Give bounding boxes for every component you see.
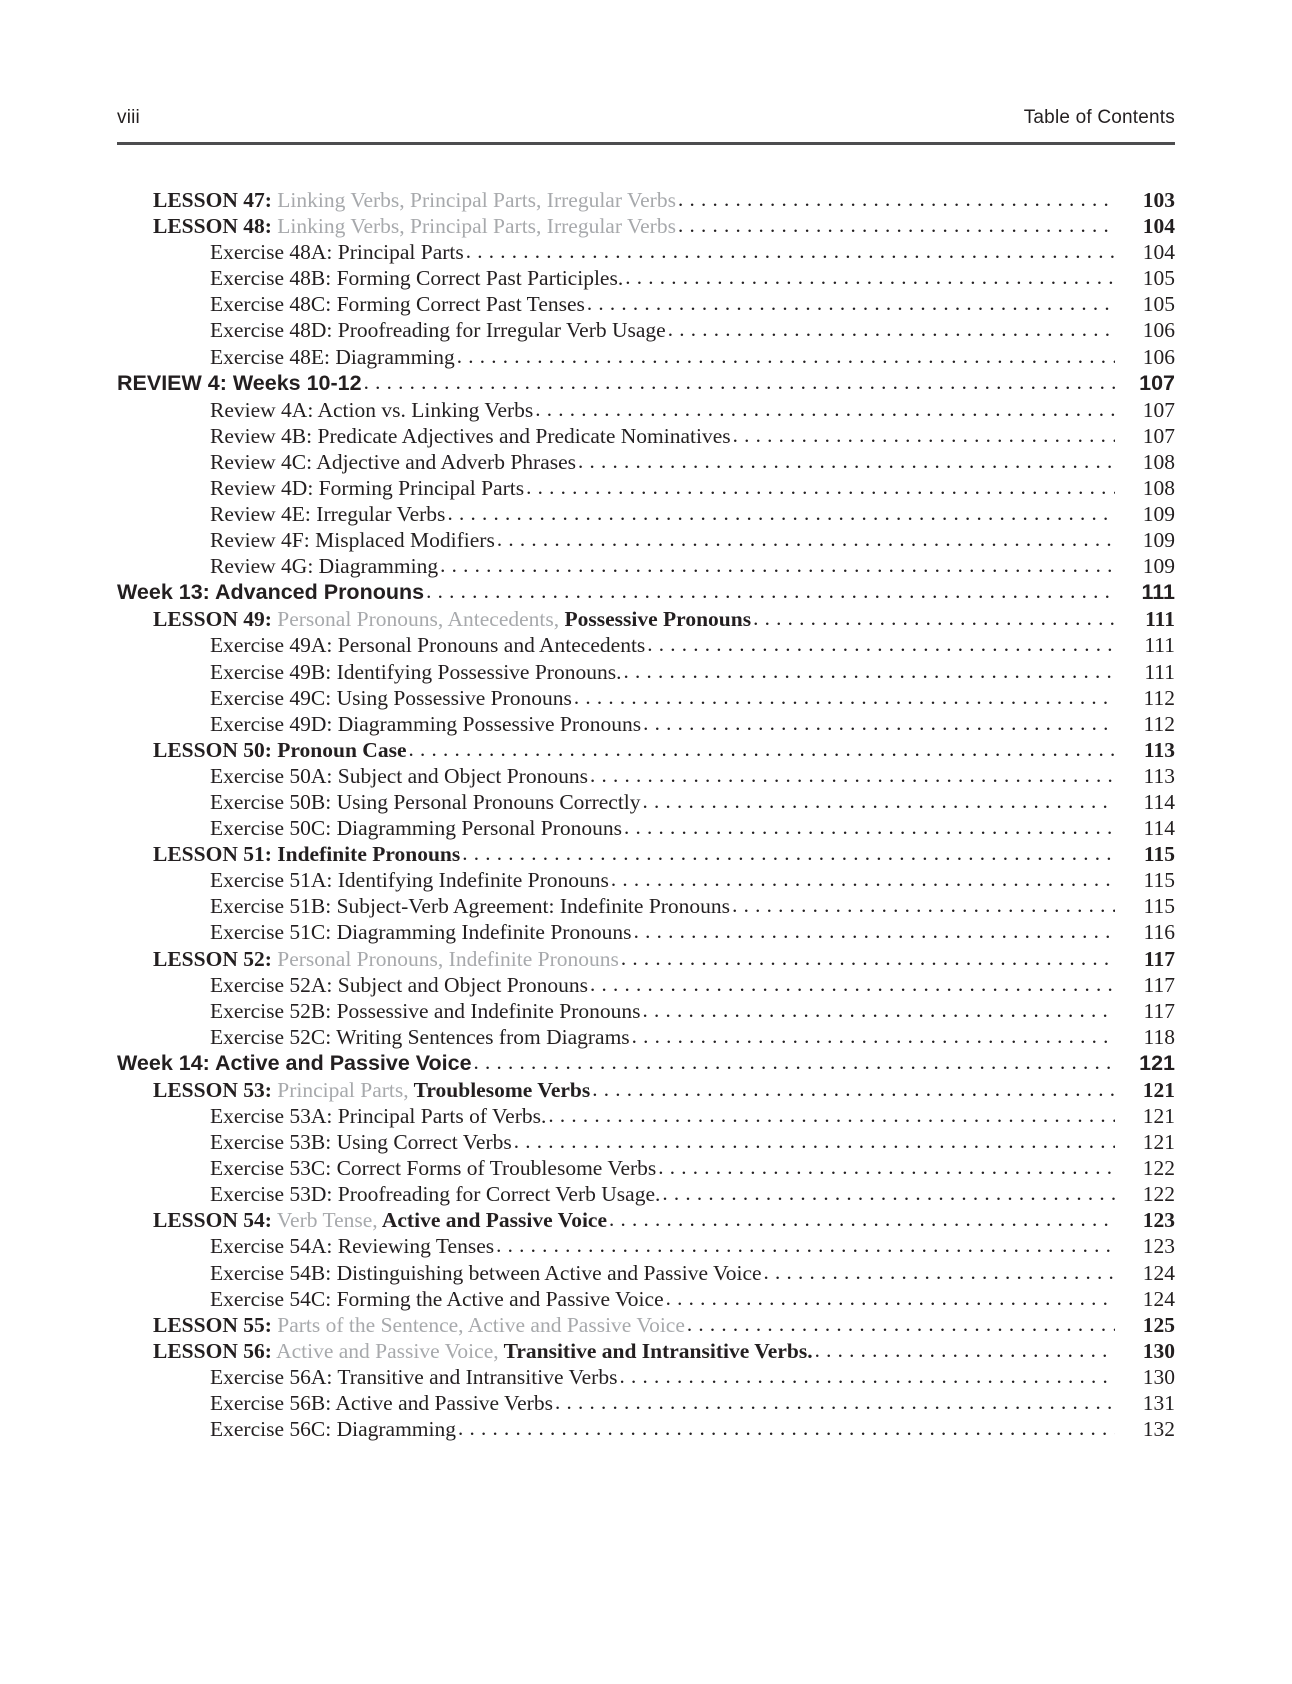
toc-page-number: 121 <box>1142 1130 1175 1155</box>
toc-entry-title <box>153 1338 813 1363</box>
toc-page-number: 131 <box>1142 1391 1175 1416</box>
toc-entry-title: Exercise 50A: Subject and Object Pronouns <box>210 763 588 788</box>
toc-page-number: 107 <box>1142 397 1175 422</box>
toc-entry-review[interactable] <box>117 370 1175 400</box>
toc-entry-title: Exercise 52A: Subject and Object Pronouns <box>210 972 588 997</box>
toc-entry-title <box>153 946 619 971</box>
toc-entry-title-segment: Indefinite Pronouns <box>271 842 461 867</box>
toc-page-number: 123 <box>1142 1234 1175 1259</box>
toc-leader-dots <box>666 1288 1115 1309</box>
toc-page-number: 116 <box>1143 920 1175 945</box>
toc-entry-title: Week 14: Active and Passive Voice <box>117 1050 472 1075</box>
toc-entry-title: REVIEW 4: Weeks 10-12 <box>117 370 362 395</box>
toc-entry-exercise[interactable] <box>117 242 1175 268</box>
toc-entry-title-segment: Principal Parts, <box>271 1077 409 1102</box>
toc-entry-title-segment: Active and Passive Voice <box>377 1208 608 1233</box>
toc-leader-dots <box>592 1079 1115 1100</box>
toc-entry-title: Exercise 49C: Using Possessive Pronouns <box>210 685 572 710</box>
toc-entry-exercise[interactable] <box>117 1260 1175 1289</box>
toc-page-number: 115 <box>1143 894 1175 919</box>
toc-entry-label: LESSON 51: <box>153 842 272 867</box>
toc-entry-exercise[interactable] <box>117 635 1175 661</box>
toc-entry-lesson[interactable] <box>117 1077 1175 1106</box>
toc-entry-exercise[interactable] <box>117 1132 1175 1158</box>
toc-entry-exercise[interactable] <box>117 789 1175 818</box>
toc-entry-exercise[interactable] <box>117 423 1175 452</box>
toc-entry-title: Exercise 49A: Personal Pronouns and Antecedents <box>210 633 646 658</box>
toc-leader-dots <box>574 687 1115 708</box>
toc-entry-exercise[interactable] <box>117 870 1175 896</box>
toc-entry-title: Exercise 54A: Reviewing Tenses <box>210 1234 495 1259</box>
toc-entry-title: Review 4A: Action vs. Linking Verbs <box>210 397 534 422</box>
running-head <box>117 108 1175 134</box>
toc-entry-title <box>153 737 407 762</box>
toc-leader-dots <box>590 974 1115 995</box>
toc-entry-lesson[interactable] <box>117 1312 1175 1341</box>
toc-entry-lesson[interactable] <box>117 1210 1175 1236</box>
toc-entry-title: Exercise 51C: Diagramming Indefinite Pronouns <box>210 920 632 945</box>
toc-leader-dots <box>609 1209 1115 1230</box>
toc-entry-title: Exercise 54B: Distinguishing between Active and Passive Voice <box>210 1260 762 1285</box>
toc-page-number: 115 <box>1143 868 1175 893</box>
toc-leader-dots <box>514 1131 1115 1152</box>
toc-entry-label: LESSON 52: <box>153 946 272 971</box>
toc-page-number: 103 <box>1142 188 1175 212</box>
toc-entry-title: Exercise 53A: Principal Parts of Verbs. <box>210 1104 547 1128</box>
toc-entry-exercise[interactable] <box>117 1158 1175 1184</box>
toc-leader-dots <box>634 921 1115 942</box>
toc-page-number: 121 <box>1142 1077 1175 1102</box>
toc-leader-dots <box>632 1026 1115 1047</box>
toc-entry-title-segment: Verb Tense, <box>271 1208 378 1233</box>
toc-entry-lesson[interactable] <box>117 844 1175 870</box>
toc-entry-exercise[interactable] <box>117 268 1175 294</box>
toc-leader-dots <box>753 608 1115 629</box>
toc-leader-dots <box>678 215 1115 236</box>
toc-entry-title: Exercise 52C: Writing Sentences from Diagrams <box>210 1024 630 1049</box>
toc-page-number: 111 <box>1141 580 1175 605</box>
toc-entry-lesson[interactable] <box>117 737 1175 766</box>
toc-entry-exercise[interactable] <box>117 1393 1175 1419</box>
toc-page-number: 112 <box>1143 685 1175 710</box>
toc-page-number: 132 <box>1142 1417 1175 1442</box>
toc-entry-title: Exercise 56C: Diagramming <box>210 1417 456 1442</box>
toc-leader-dots <box>457 346 1115 367</box>
toc-page-number: 118 <box>1143 1024 1175 1049</box>
toc-entry-title: Review 4E: Irregular Verbs <box>210 502 446 527</box>
toc-entry-title: Exercise 50B: Using Personal Pronouns Correctly <box>210 789 641 814</box>
toc-entry-label: LESSON 53: <box>153 1077 272 1102</box>
toc-entry-title: Exercise 51B: Subject-Verb Agreement: Indefinite Pronouns <box>210 894 731 919</box>
toc-entry-label: LESSON 55: <box>153 1312 272 1337</box>
toc-entry-title: Exercise 53B: Using Correct Verbs <box>210 1130 512 1155</box>
toc-entry-label: LESSON 54: <box>153 1208 272 1233</box>
toc-leader-dots <box>732 895 1115 916</box>
toc-entry-exercise[interactable] <box>117 1364 1175 1393</box>
toc-leader-dots <box>474 1052 1115 1073</box>
toc-leader-dots <box>678 189 1115 210</box>
toc-entry-title <box>153 609 751 631</box>
toc-leader-dots <box>625 267 1115 288</box>
toc-entry-title: Week 13: Advanced Pronouns <box>117 580 425 605</box>
toc-entry-title-segment: Parts of the Sentence, Active and Passive Voice <box>271 1312 685 1337</box>
toc-entry-exercise[interactable] <box>117 1024 1175 1053</box>
toc-entry-title: Exercise 49D: Diagramming Possessive Pronouns <box>210 711 642 736</box>
toc-entry-title: Exercise 56B: Active and Passive Verbs <box>210 1391 553 1416</box>
toc-entry-lesson[interactable] <box>117 216 1175 242</box>
toc-leader-dots <box>548 1105 1115 1126</box>
toc-leader-dots <box>815 1340 1115 1361</box>
toc-page-number: 123 <box>1142 1208 1175 1233</box>
toc-entry-lesson[interactable] <box>117 190 1175 216</box>
toc-page-number: 130 <box>1142 1364 1175 1389</box>
toc-entry-title <box>153 1077 591 1102</box>
toc-entry-title-segment: Personal Pronouns, Antecedents, <box>271 607 560 632</box>
toc-entry-title: Exercise 56A: Transitive and Intransitive Verbs <box>210 1364 618 1389</box>
toc-entry-exercise[interactable] <box>117 763 1175 792</box>
toc-entry-lesson[interactable] <box>117 1338 1175 1367</box>
toc-entry-title <box>153 216 676 238</box>
toc-entry-exercise[interactable] <box>117 504 1175 530</box>
toc-entry-title: Exercise 48B: Forming Correct Past Participles. <box>210 266 624 291</box>
toc-page-number: 108 <box>1142 449 1175 474</box>
toc-page-number: 125 <box>1142 1312 1175 1337</box>
toc-leader-dots <box>458 1418 1115 1439</box>
toc-entry-exercise[interactable] <box>117 711 1175 740</box>
toc-page-number: 124 <box>1142 1286 1175 1311</box>
toc-entry-exercise[interactable] <box>117 896 1175 922</box>
toc-page-number: 124 <box>1142 1260 1175 1285</box>
toc-entry-title: Exercise 52B: Possessive and Indefinite Pronouns <box>210 998 641 1023</box>
toc-leader-dots <box>764 1262 1115 1283</box>
toc-entry-title-segment: Pronoun Case <box>271 737 407 762</box>
toc-entry-title: Exercise 53C: Correct Forms of Troublesome Verbs <box>210 1156 657 1181</box>
toc-page-number: 117 <box>1143 998 1175 1023</box>
toc-page-number: 121 <box>1142 1104 1175 1128</box>
toc-entry-title: Exercise 48C: Forming Correct Past Tenses <box>210 292 585 317</box>
toc-page-number: 109 <box>1142 528 1175 553</box>
toc-leader-dots <box>364 372 1115 393</box>
toc-page-number: 111 <box>1144 659 1175 684</box>
toc-page-number: 107 <box>1139 370 1175 395</box>
toc-entry-title <box>153 844 460 866</box>
toc-entry-exercise[interactable] <box>117 556 1175 582</box>
toc-entry-title-segment: Active and Passive Voice, <box>271 1338 499 1363</box>
toc-leader-dots <box>409 739 1116 760</box>
toc-page-number: 104 <box>1142 214 1175 239</box>
toc-entry-title: Review 4F: Misplaced Modifiers <box>210 528 495 553</box>
toc-leader-dots <box>497 529 1115 550</box>
toc-entry-exercise[interactable] <box>117 685 1175 714</box>
toc-page-number: 130 <box>1142 1338 1175 1363</box>
running-head-title: Table of Contents <box>1023 107 1175 128</box>
toc-leader-dots <box>687 1314 1115 1335</box>
toc-entry-exercise[interactable] <box>117 1236 1175 1262</box>
toc-page-number: 114 <box>1143 816 1175 841</box>
toc-entry-title <box>153 1312 685 1337</box>
toc-entry-title-segment: Linking Verbs, Principal Parts, Irregular Verbs <box>271 214 676 239</box>
toc-entry-title-segment: Possessive Pronouns <box>559 607 752 632</box>
toc-leader-dots <box>643 1000 1115 1021</box>
toc-leader-dots <box>658 1157 1115 1178</box>
toc-entry-title-segment: Linking Verbs, Principal Parts, Irregular Verbs <box>271 188 676 212</box>
toc-entry-exercise[interactable] <box>117 320 1175 346</box>
toc-entry-title-segment: Personal Pronouns, Indefinite Pronouns <box>271 946 619 971</box>
toc-page-number: 115 <box>1143 842 1175 867</box>
toc-leader-dots <box>578 451 1115 472</box>
toc-entry-exercise[interactable] <box>117 344 1175 373</box>
toc-leader-dots <box>590 765 1115 786</box>
toc-entry-exercise[interactable] <box>117 1286 1175 1315</box>
toc-entry-exercise[interactable] <box>117 1106 1175 1132</box>
toc-leader-dots <box>466 241 1115 262</box>
toc-entry-label: LESSON 48: <box>153 214 272 239</box>
toc-page-number: 104 <box>1142 240 1175 265</box>
toc-entry-week[interactable] <box>117 1050 1175 1080</box>
toc-page-number: 111 <box>1145 607 1175 632</box>
header-rule <box>117 142 1175 145</box>
toc-page-number: 105 <box>1142 292 1175 317</box>
toc-page-number: 108 <box>1142 475 1175 500</box>
toc-entry-title: Exercise 48D: Proofreading for Irregular Verb Usage <box>210 318 666 343</box>
page-folio: viii <box>117 107 140 128</box>
toc-entry-exercise[interactable] <box>117 818 1175 844</box>
toc-page-number: 109 <box>1142 554 1175 579</box>
toc-leader-dots <box>662 1183 1115 1204</box>
toc-entry-title: Exercise 53D: Proofreading for Correct Verb Usage. <box>210 1182 661 1207</box>
toc-leader-dots <box>619 1366 1115 1387</box>
toc-entry-exercise[interactable] <box>117 449 1175 478</box>
toc-entry-title: Exercise 49B: Identifying Possessive Pronouns. <box>210 659 622 684</box>
toc-page-number: 122 <box>1142 1182 1175 1207</box>
toc-page-number: 114 <box>1143 789 1175 814</box>
toc-entry-exercise[interactable] <box>117 1419 1175 1445</box>
toc-leader-dots <box>647 634 1115 655</box>
toc-leader-dots <box>733 425 1115 446</box>
toc-page-number: 109 <box>1142 502 1175 527</box>
toc-entry-label: LESSON 49: <box>153 607 272 632</box>
toc-entry-label: LESSON 47: <box>153 188 272 212</box>
toc-leader-dots <box>668 319 1115 340</box>
toc-page-number: 105 <box>1142 266 1175 291</box>
toc-page-number: 113 <box>1143 763 1175 788</box>
toc-entry-title: Exercise 48E: Diagramming <box>210 344 455 369</box>
toc-page-number: 107 <box>1142 423 1175 448</box>
toc-page-number: 106 <box>1142 318 1175 343</box>
toc-entry-lesson[interactable] <box>117 609 1175 635</box>
toc-page-number: 121 <box>1139 1050 1175 1075</box>
toc-entry-title-segment: Transitive and Intransitive Verbs. <box>498 1338 813 1363</box>
toc-entry-exercise[interactable] <box>117 922 1175 948</box>
toc-leader-dots <box>555 1392 1115 1413</box>
toc-entry-title: Review 4D: Forming Principal Parts <box>210 475 525 500</box>
toc-entry-exercise[interactable] <box>117 659 1175 688</box>
toc-entry-exercise[interactable] <box>117 475 1175 504</box>
toc-entry-exercise[interactable] <box>117 397 1175 426</box>
toc-leader-dots <box>440 555 1115 576</box>
toc-entry-title: Exercise 51A: Identifying Indefinite Pronouns <box>210 868 609 893</box>
toc-page-number: 122 <box>1142 1156 1175 1181</box>
toc-entry-exercise[interactable] <box>117 530 1175 556</box>
toc-entry-title: Review 4B: Predicate Adjectives and Predicate Nominatives <box>210 423 731 448</box>
toc-entry-title <box>153 190 676 212</box>
toc-page-number: 113 <box>1143 737 1175 762</box>
toc-leader-dots <box>643 713 1115 734</box>
toc-leader-dots <box>426 581 1115 602</box>
toc-leader-dots <box>462 843 1115 864</box>
toc-leader-dots <box>587 293 1115 314</box>
toc-entry-exercise[interactable] <box>117 294 1175 320</box>
toc-leader-dots <box>624 817 1115 838</box>
toc-entry-title: Review 4G: Diagramming <box>210 554 439 579</box>
toc-entry-title-segment: Troublesome Verbs <box>408 1077 591 1102</box>
toc-entry-exercise[interactable] <box>117 998 1175 1027</box>
toc-entry-week[interactable] <box>117 582 1175 609</box>
toc-leader-dots <box>447 503 1115 524</box>
toc-leader-dots <box>526 477 1115 498</box>
toc-entry-title: Exercise 48A: Principal Parts <box>210 240 464 265</box>
toc-page-number: 117 <box>1143 972 1175 997</box>
toc-entry-lesson[interactable] <box>117 946 1175 975</box>
toc-entry-title: Exercise 50C: Diagramming Personal Pronouns <box>210 816 623 841</box>
toc-entry-label: LESSON 56: <box>153 1338 272 1363</box>
toc-entry-label: LESSON 50: <box>153 737 272 762</box>
toc-list <box>117 190 1175 1445</box>
toc-entry-exercise[interactable] <box>117 972 1175 1001</box>
toc-entry-exercise[interactable] <box>117 1184 1175 1210</box>
toc-entry-title: Exercise 54C: Forming the Active and Passive Voice <box>210 1286 664 1311</box>
toc-page-number: 106 <box>1142 344 1175 369</box>
toc-page-number: 111 <box>1144 633 1175 658</box>
toc-page-number: 112 <box>1143 711 1175 736</box>
toc-entry-title <box>153 1210 607 1232</box>
toc-entry-title: Review 4C: Adjective and Adverb Phrases <box>210 449 577 474</box>
toc-leader-dots <box>623 661 1115 682</box>
toc-leader-dots <box>496 1235 1115 1256</box>
toc-leader-dots <box>535 399 1115 420</box>
toc-leader-dots <box>643 791 1115 812</box>
toc-leader-dots <box>621 948 1115 969</box>
toc-leader-dots <box>611 869 1115 890</box>
toc-page-number: 117 <box>1143 946 1175 971</box>
